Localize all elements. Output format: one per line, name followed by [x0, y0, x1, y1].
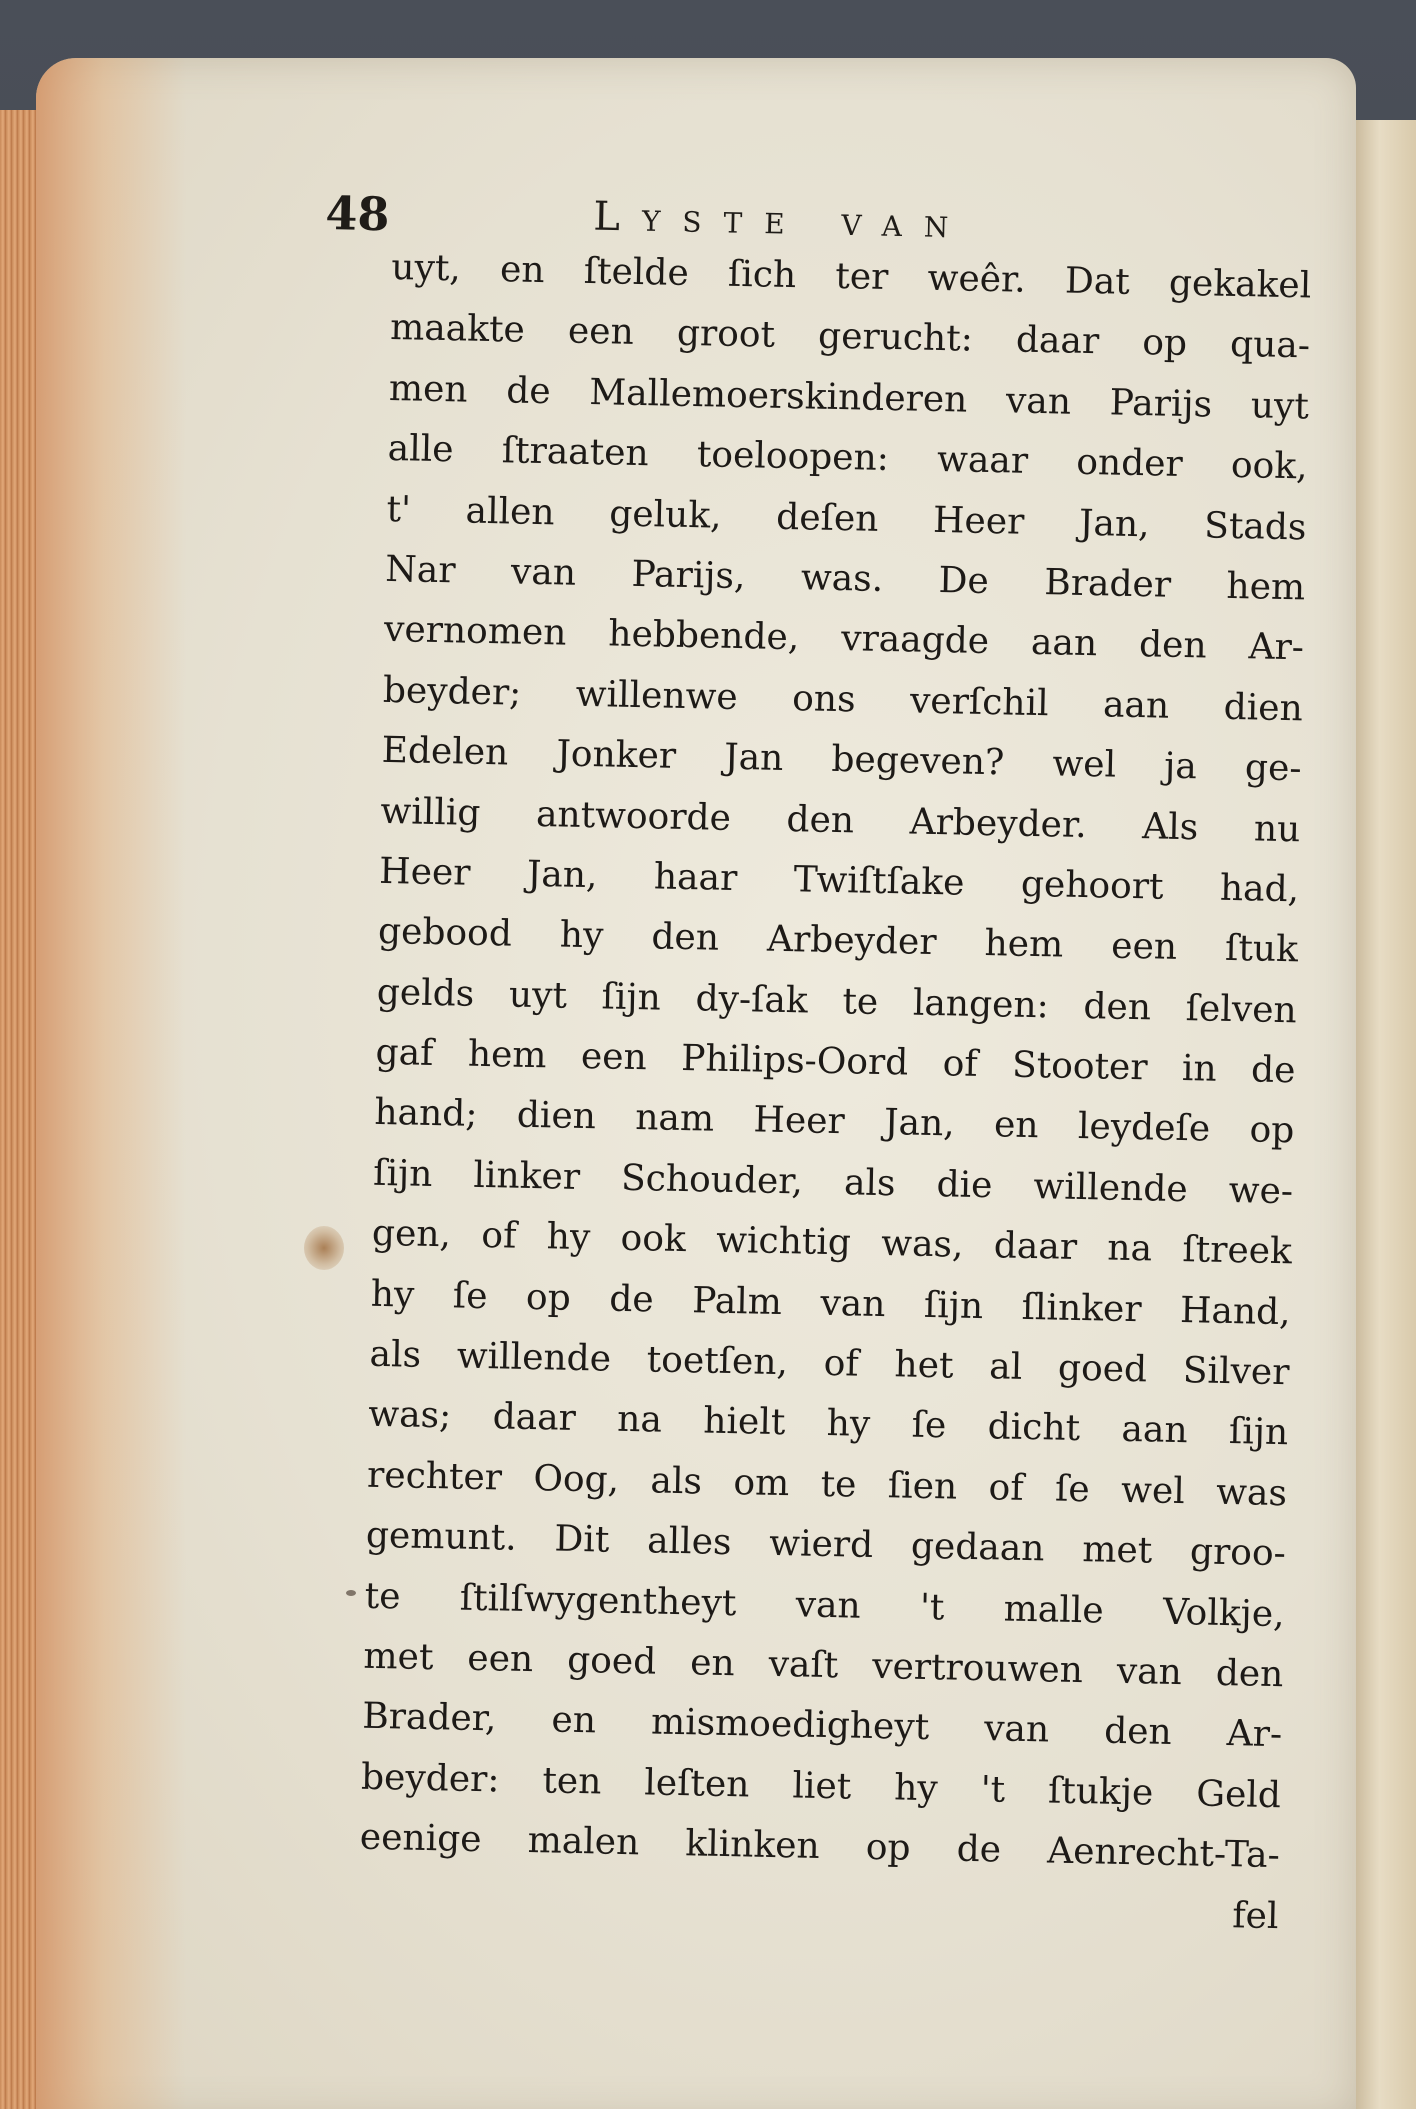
page-number: 48 — [324, 186, 391, 242]
page-stain — [36, 58, 186, 2109]
catchword: fel — [1231, 1894, 1279, 1937]
text-line: gebood hy den Arbeyder hem een ſtuk — [377, 911, 1299, 971]
text-line: vernomen hebbende, vraagde aan den Ar- — [383, 609, 1305, 669]
text-line: maakte een groot gerucht: daar op qua- — [389, 307, 1311, 367]
text-line: men de Mallemoerskinderen van Parijs uyt — [388, 367, 1310, 428]
running-title: Lyste van — [592, 193, 971, 248]
next-page-edge — [1352, 120, 1416, 2109]
text-line: hand; dien nam Heer Jan, en leydeſe op — [374, 1092, 1295, 1152]
text-line: rechter Oog, als om te ſien of ſe wel was — [366, 1454, 1288, 1515]
text-line: alle ſtraaten toeloopen: waar onder ook, — [387, 428, 1308, 488]
text-line: gen, of hy ook wichtig was, daar na ſtreek — [371, 1213, 1293, 1273]
text-line: ſijn linker Schouder, als die willende we- — [372, 1152, 1294, 1213]
text-line: gelds uyt ſijn dy-ſak te langen: den ſelven — [376, 971, 1298, 1031]
text-line: Heer Jan, haar Twiſtſake gehoort had, — [378, 850, 1300, 911]
text-line: was; daar na hielt hy ſe dicht aan ſijn — [367, 1394, 1289, 1454]
text-line: Nar van Parijs, was. De Brader hem — [384, 548, 1306, 609]
text-line: Edelen Jonker Jan begeven? wel ja ge- — [381, 730, 1302, 790]
text-line: hy ſe op de Palm van ſijn ſlinker Hand, — [370, 1273, 1292, 1333]
text-line: uyt, en ſtelde ſich ter weêr. Dat gekakel — [390, 246, 1312, 307]
text-line: beyder; willenwe ons verſchil aan dien — [382, 669, 1304, 730]
ink-speck — [346, 1590, 356, 1596]
foxing-spot — [304, 1226, 344, 1270]
text-line: als willende toetſen, of het al goed Silver — [369, 1333, 1290, 1394]
text-line: te ſtilſwygentheyt van 't malle Volkje, — [364, 1575, 1285, 1635]
text-line: gemunt. Dit alles wierd gedaan met groo- — [365, 1514, 1287, 1575]
text-line: Brader, en mismoedigheyt van den Ar- — [361, 1696, 1283, 1756]
text-line: t' allen geluk, deſen Heer Jan, Stads — [386, 488, 1307, 548]
body-text — [358, 238, 1312, 1947]
text-line: eenige malen klinken op de Aenrecht-Ta- — [359, 1816, 1281, 1877]
text-line: willig antwoorde den Arbeyder. Als nu — [380, 790, 1301, 850]
text-line: met een goed en vaſt vertrouwen van den — [363, 1635, 1284, 1696]
text-line: beyder: ten leſten liet hy 't ſtukje Geld — [360, 1756, 1282, 1816]
text-line: gaf hem een Philips-Oord of Stooter in de — [375, 1031, 1296, 1092]
